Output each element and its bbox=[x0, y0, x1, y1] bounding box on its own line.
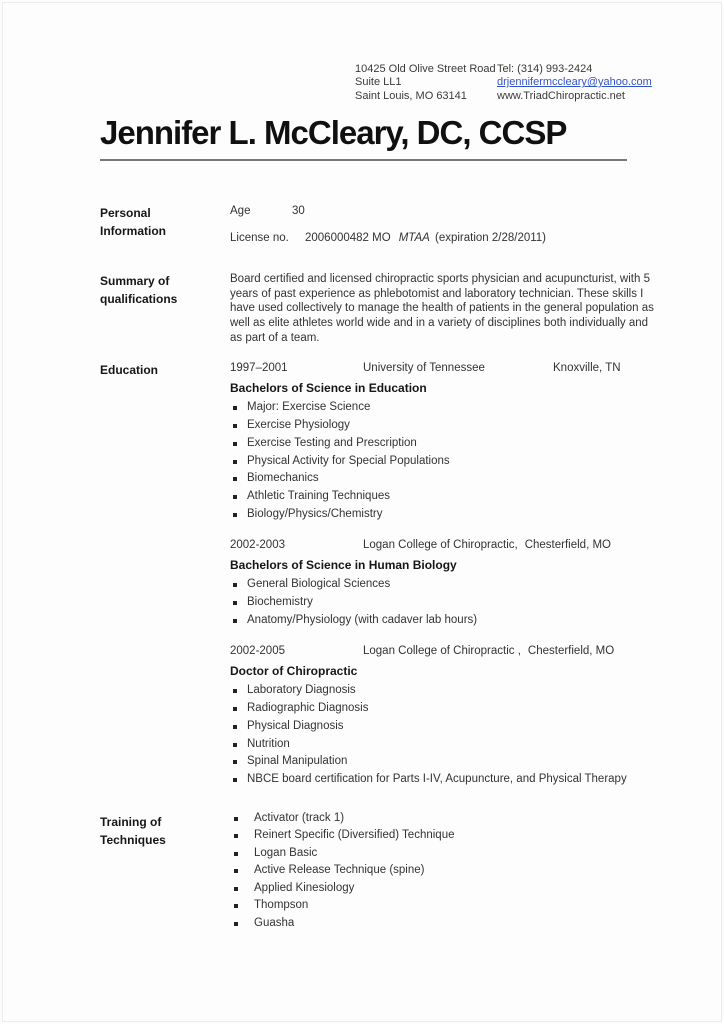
training-technique-list bbox=[230, 810, 664, 933]
list-item: Laboratory Diagnosis bbox=[230, 682, 664, 700]
list-item: Exercise Testing and Prescription bbox=[230, 435, 664, 453]
education-course-list bbox=[230, 399, 664, 523]
education-school: Logan College of Chiropractic , bbox=[363, 645, 521, 658]
list-item: Reinert Specific (Diversified) Technique bbox=[230, 827, 664, 845]
list-item: Physical Diagnosis bbox=[230, 718, 664, 736]
list-item: Logan Basic bbox=[230, 845, 664, 863]
education-course-list bbox=[230, 682, 664, 788]
education-entry-heading bbox=[230, 361, 664, 375]
education-entry bbox=[230, 361, 664, 523]
section-label-personal: Personal Information bbox=[100, 205, 166, 238]
education-location: Knoxville, TN bbox=[553, 362, 621, 375]
education-entry bbox=[230, 644, 664, 788]
list-item: Anatomy/Physiology (with cadaver lab hours) bbox=[230, 612, 664, 630]
education-entry-heading bbox=[230, 538, 664, 552]
website-url: www.TriadChiropractic.net bbox=[497, 89, 625, 102]
contact-address bbox=[355, 63, 497, 103]
age-row bbox=[230, 204, 664, 218]
education-school: University of Tennessee bbox=[363, 362, 485, 375]
list-item: Active Release Technique (spine) bbox=[230, 862, 664, 880]
list-item: Thompson bbox=[230, 897, 664, 915]
list-item: Physical Activity for Special Populations bbox=[230, 453, 664, 471]
section-personal-information bbox=[100, 204, 664, 245]
list-item: Radiographic Diagnosis bbox=[230, 700, 664, 718]
education-period: 1997–2001 bbox=[230, 362, 288, 375]
education-degree: Bachelors of Science in Human Biology bbox=[230, 558, 457, 573]
list-item: Biology/Physics/Chemistry bbox=[230, 506, 664, 524]
address-line-1: 10425 Old Olive Street Road bbox=[355, 63, 496, 75]
section-label-education: Education bbox=[100, 363, 159, 378]
license-row bbox=[230, 231, 664, 245]
education-location: Chesterfield, MO bbox=[527, 645, 615, 658]
address-line-2: Suite LL1 bbox=[355, 76, 402, 89]
education-location: Chesterfield, MO bbox=[524, 539, 611, 552]
age-label: Age bbox=[230, 204, 251, 217]
email-link[interactable]: drjennifermccleary@yahoo.com bbox=[497, 76, 652, 89]
education-entry-heading bbox=[230, 644, 664, 658]
education-course-list bbox=[230, 576, 664, 629]
list-item: Guasha bbox=[230, 915, 664, 933]
list-item: General Biological Sciences bbox=[230, 576, 664, 594]
education-period: 2002-2003 bbox=[230, 539, 285, 552]
list-item: Activator (track 1) bbox=[230, 810, 664, 828]
section-training-of-techniques bbox=[100, 806, 664, 933]
contact-details bbox=[497, 63, 652, 103]
license-cert: MTAA bbox=[398, 231, 430, 244]
address-line-3: Saint Louis, MO 63141 bbox=[355, 89, 467, 102]
section-summary bbox=[100, 272, 664, 346]
education-degree: Bachelors of Science in Education bbox=[230, 381, 427, 396]
list-item: Major: Exercise Science bbox=[230, 399, 664, 417]
education-school: Logan College of Chiropractic, bbox=[363, 539, 518, 552]
education-period: 2002-2005 bbox=[230, 645, 285, 658]
section-education bbox=[100, 361, 664, 788]
list-item: NBCE board certification for Parts I-IV, Acupuncture, and Physical Therapy bbox=[230, 771, 664, 789]
phone-number: Tel: (314) 993-2424 bbox=[497, 63, 593, 75]
education-entry bbox=[230, 538, 664, 629]
list-item: Spinal Manipulation bbox=[230, 753, 664, 771]
section-label-summary: Summary of qualifications bbox=[100, 273, 178, 306]
education-degree: Doctor of Chiropractic bbox=[230, 664, 358, 679]
list-item: Exercise Physiology bbox=[230, 417, 664, 435]
summary-paragraph: Board certified and licensed chiropractic sports physician and acupuncturist, with 5 years of past experience as phlebotomist and laboratory technician. These skills I have used collectively to manage the health of patients in the general population as well as elite athletes world wide and in a variety of disciplines both individually and as part of a team. bbox=[230, 272, 654, 344]
page-title: Jennifer L. McCleary, DC, CCSP bbox=[100, 113, 567, 151]
license-label: License no. bbox=[230, 231, 289, 244]
list-item: Athletic Training Techniques bbox=[230, 488, 664, 506]
age-value: 30 bbox=[292, 204, 305, 217]
license-value: 2006000482 MO MTAA (expiration 2/28/2011) bbox=[305, 231, 547, 244]
title-divider bbox=[100, 159, 627, 161]
list-item: Nutrition bbox=[230, 736, 664, 754]
license-expiration: (expiration 2/28/2011) bbox=[434, 231, 547, 244]
contact-header bbox=[355, 63, 664, 103]
list-item: Biochemistry bbox=[230, 594, 664, 612]
list-item: Applied Kinesiology bbox=[230, 880, 664, 898]
section-label-training: Training of Techniques bbox=[100, 814, 166, 847]
list-item: Biomechanics bbox=[230, 470, 664, 488]
